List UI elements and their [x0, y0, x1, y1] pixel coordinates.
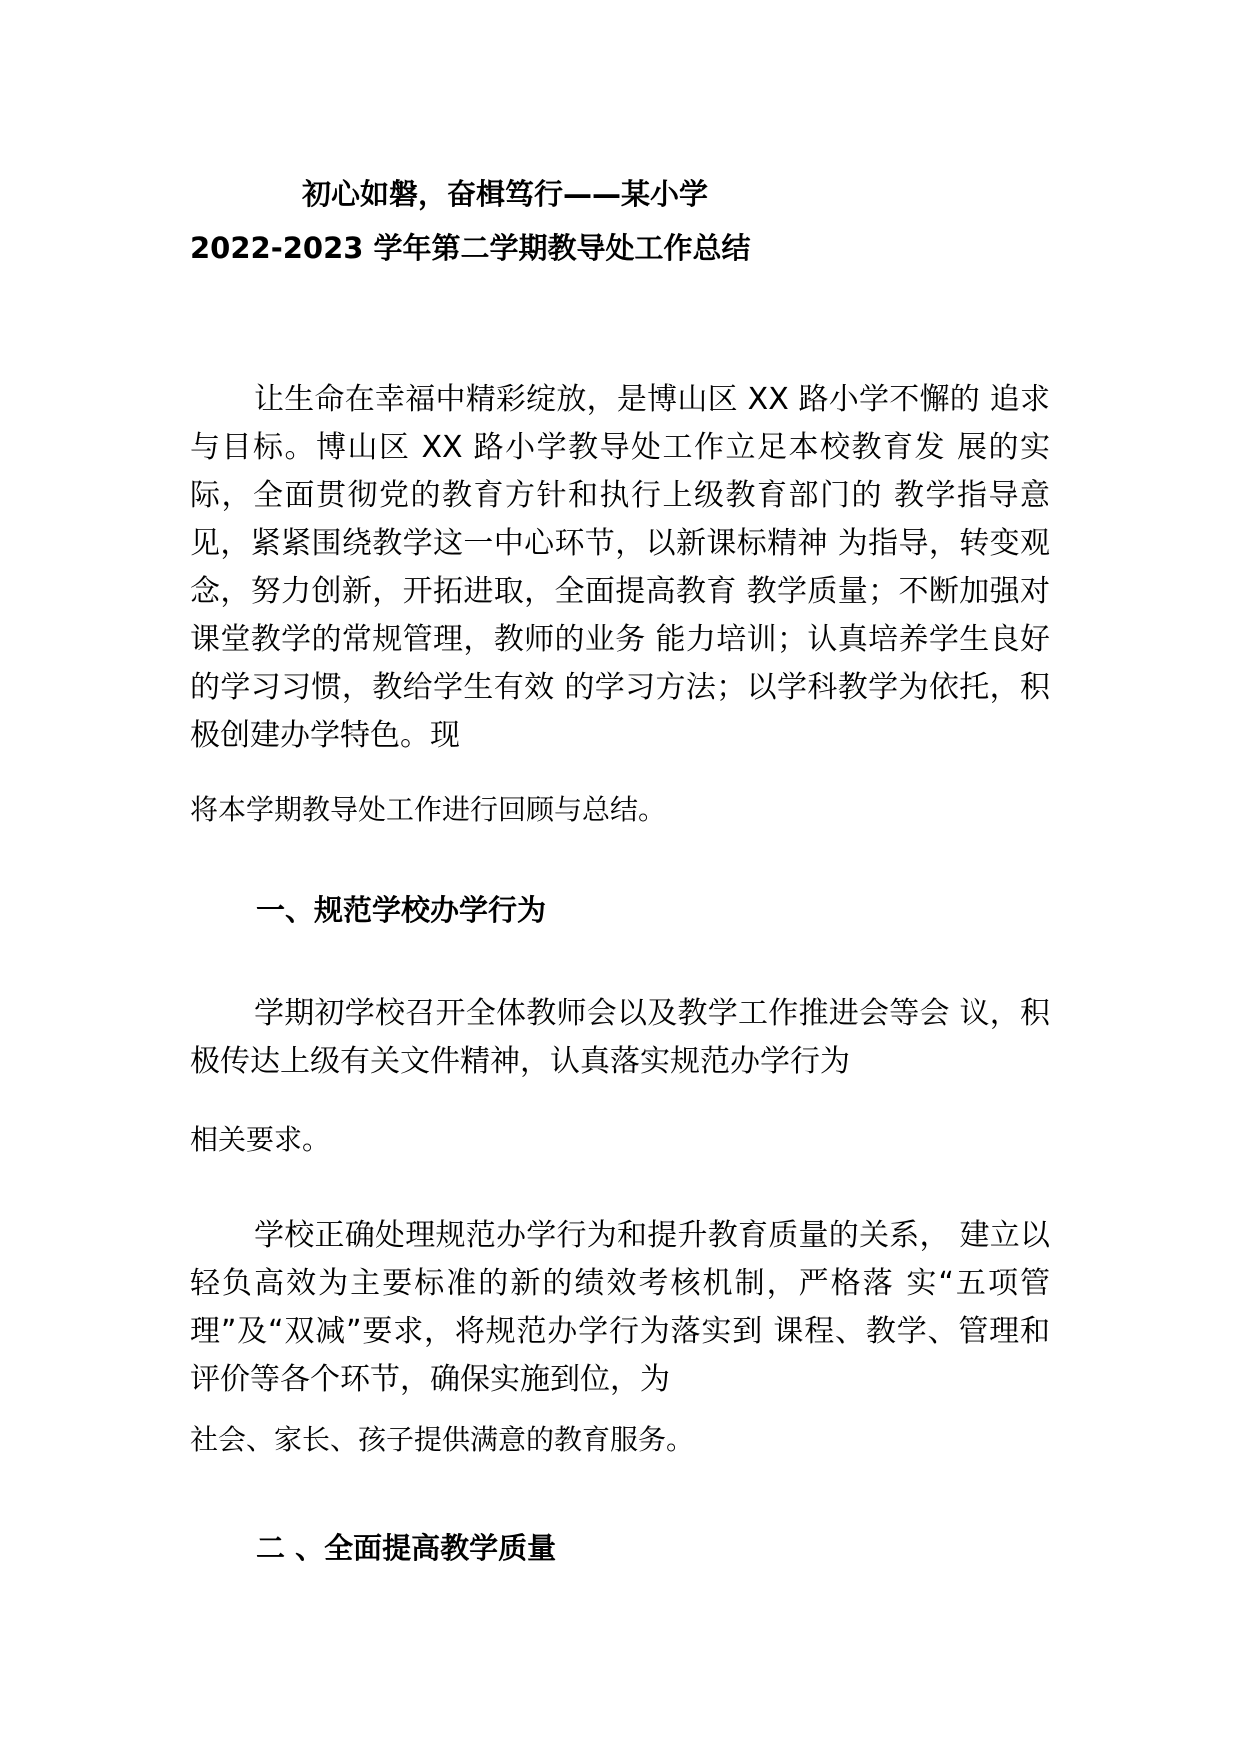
- paragraph-introduction: 让生命在幸福中精彩绽放，是博山区 XX 路小学不懈的 追求与目标。博山区 XX 路小学教导处工作立足本校教育发 展的实际，全面贯彻党的教育方针和执行上级教育部门的 教学指导意见，紧紧围绕教学这一中心环节，以新课标精神 为指导，转变观念，努力创新，开拓进取，全面提高教育 教学质量；不断加强对课堂教学的常规管理，教师的业务 能力培训；认真培养学生良好的学习习惯，教给学生有效 的学习方法；以学科教学为依托，积极创建办学特色。现: [190, 382, 1050, 753]
- paragraph-section1-first-continued: 相关要求。: [190, 1123, 331, 1156]
- document-title-line-2: 2022-2023 学年第二学期教导处工作总结: [190, 231, 751, 265]
- paragraph-section1-first: 学期初学校召开全体教师会以及教学工作推进会等会 议，积极传达上级有关文件精神，认真落实规范办学行为: [190, 996, 1050, 1079]
- paragraph-section1-second: 学校正确处理规范办学行为和提升教育质量的关系， 建立以轻负高效为主要标准的新的绩效考核机制，严格落 实“五项管理”及“双减”要求，将规范办学行为落实到 课程、教学、管理和评价等各个环节，确保实施到位，为: [190, 1218, 1050, 1397]
- paragraph-section1-second-continued: 社会、家长、孩子提供满意的教育服务。: [190, 1423, 695, 1456]
- document-title-line-1: 初心如磐，奋楫笃行——某小学: [302, 177, 709, 211]
- section-heading-1: 一、规范学校办学行为: [256, 893, 547, 927]
- paragraph-introduction-continued: 将本学期教导处工作进行回顾与总结。: [190, 793, 667, 826]
- section-heading-2: 二 、全面提高教学质量: [256, 1531, 557, 1565]
